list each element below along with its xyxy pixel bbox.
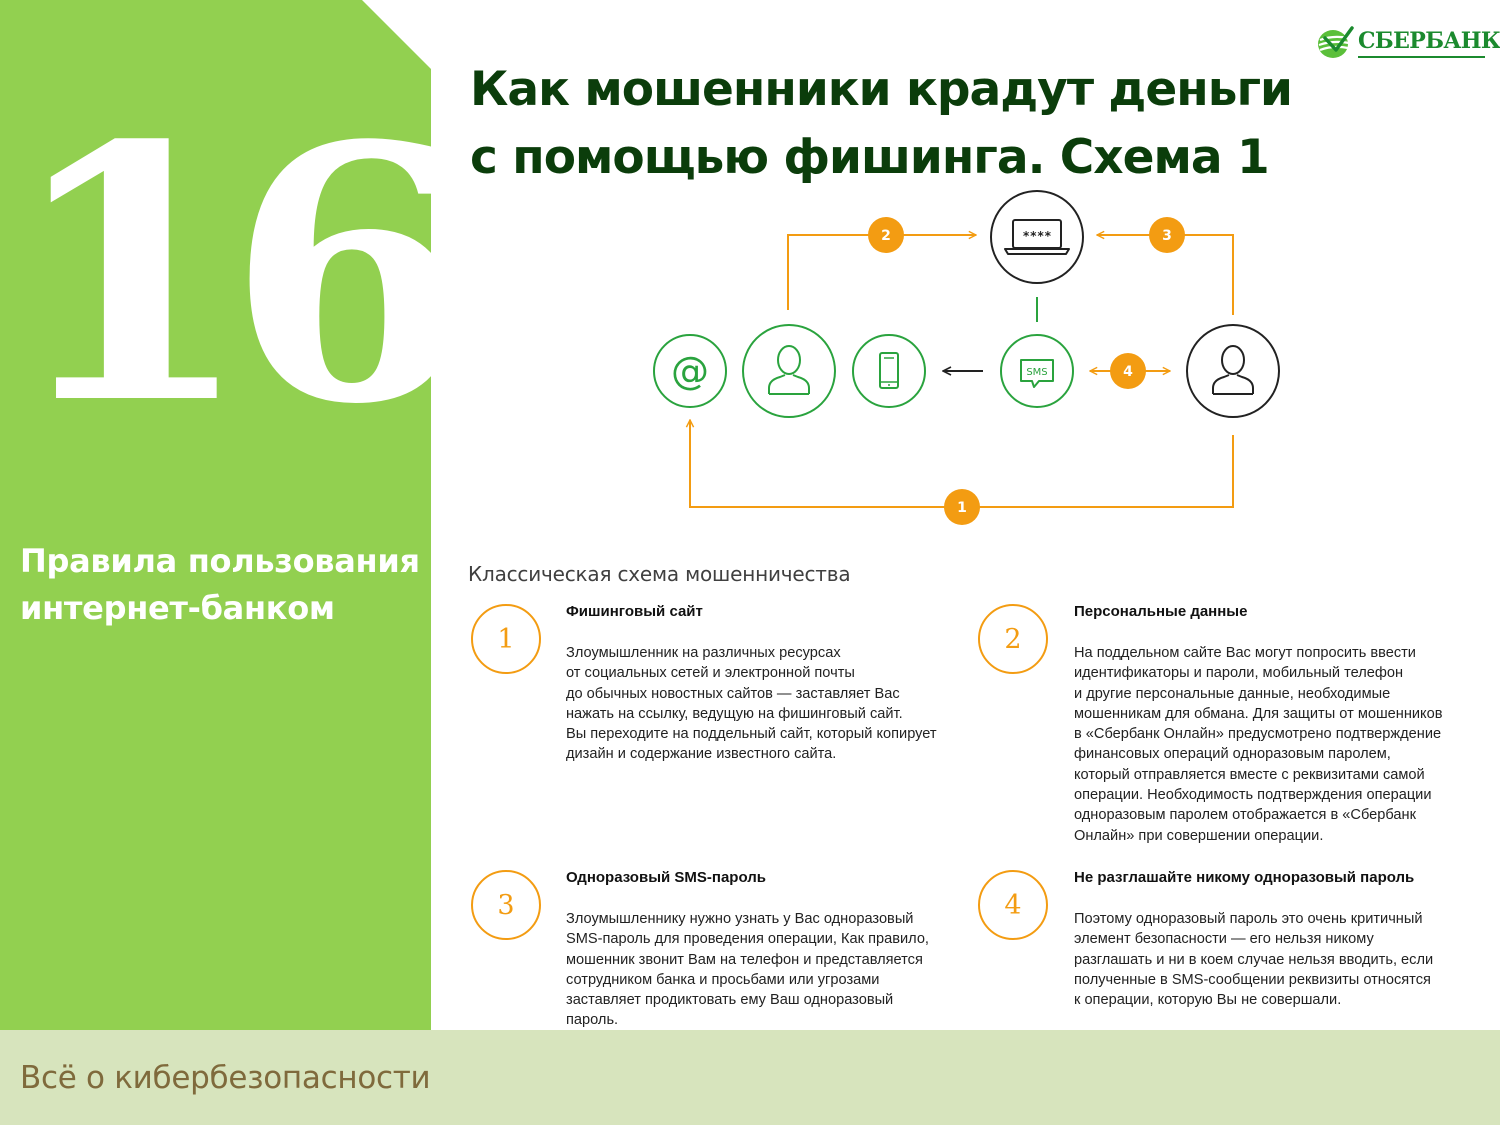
sms-label: SMS bbox=[1026, 367, 1048, 378]
step-text-2: На поддельном сайте Вас могут попросить ввести идентификаторы и пароли, мобильный телефон и другие персональные данные, необходимые мошенникам для обмана. Для защиты от мошенников в «Сбербанк Онлайн» предусмотрено подтверждение финансовых операций одноразовым паролем, который отправляется вместе с реквизитами самой операции. Необходимость подтверждения операции одноразовым паролем отображается в «Сбербанк Онлайн» при совершении операции. bbox=[1074, 645, 1443, 844]
step-badge-3 bbox=[1149, 217, 1185, 253]
step-badge-1 bbox=[944, 489, 980, 525]
step-number-3: 3 bbox=[471, 870, 541, 940]
svg-text:1: 1 bbox=[957, 500, 967, 516]
slide-number: 16 bbox=[8, 69, 448, 481]
svg-text:3: 3 bbox=[1162, 228, 1172, 244]
step-number-4: 4 bbox=[978, 870, 1048, 940]
svg-text:2: 2 bbox=[881, 228, 891, 244]
step-number-2: 2 bbox=[978, 604, 1048, 674]
sberbank-logo-icon bbox=[1316, 26, 1354, 60]
sidebar-subtitle: Правила пользования интернет-банком bbox=[20, 542, 420, 627]
phone-node bbox=[853, 335, 925, 407]
step-title-1: Фишинговый сайт bbox=[566, 603, 703, 620]
step-title-2: Персональные данные bbox=[1074, 603, 1248, 620]
step-number-1: 1 bbox=[471, 604, 541, 674]
fraudster-node bbox=[1187, 325, 1279, 417]
logo-text: СБЕРБАНК bbox=[1358, 28, 1500, 54]
victim-node bbox=[743, 325, 835, 417]
sms-node bbox=[1001, 335, 1073, 407]
password-mask: **** bbox=[1022, 229, 1052, 243]
step-badge-2 bbox=[868, 217, 904, 253]
page-title: Как мошенники крадут деньги с помощью фишинга. Схема 1 bbox=[470, 62, 1292, 185]
computer-node bbox=[991, 191, 1083, 283]
step-text-1: Злоумышленник на различных ресурсах от социальных сетей и электронной почты до обычных новостных сайтов — заставляет Вас нажать на ссылку, ведущую на фишинговый сайт. Вы переходите на поддельный сайт, который копирует дизайн и содержание известного сайта. bbox=[566, 645, 937, 763]
step-text-4: Поэтому одноразовый пароль это очень критичный элемент безопасности — его нельзя никому разглашать и ни в коем случае нельзя вводить, если полученные в SMS-сообщении реквизиты относятся к операции, которую Вы не совершали. bbox=[1074, 911, 1434, 1009]
step-title-3: Одноразовый SMS-пароль bbox=[566, 869, 766, 886]
step-title-4: Не разглашайте никому одноразовый пароль bbox=[1074, 869, 1415, 886]
at-icon: @ bbox=[671, 349, 709, 393]
section-title: Классическая схема мошенничества bbox=[468, 562, 851, 586]
step-badge-4 bbox=[1110, 353, 1146, 389]
phishing-scheme-diagram bbox=[640, 180, 1300, 540]
svg-text:4: 4 bbox=[1123, 364, 1133, 380]
footer-text: Всё о кибербезопасности bbox=[20, 1060, 431, 1096]
step-text-3: Злоумышленнику нужно узнать у Вас одноразовый SMS-пароль для проведения операции, Как правило, мошенник звонит Вам на телефон и представляется сотрудником банка и просьбами или угрозами заставляет продиктовать ему Ваш одноразовый пароль. bbox=[566, 911, 929, 1029]
sberbank-logo bbox=[1316, 22, 1500, 62]
email-node bbox=[654, 335, 726, 407]
logo-underline bbox=[1358, 56, 1485, 58]
